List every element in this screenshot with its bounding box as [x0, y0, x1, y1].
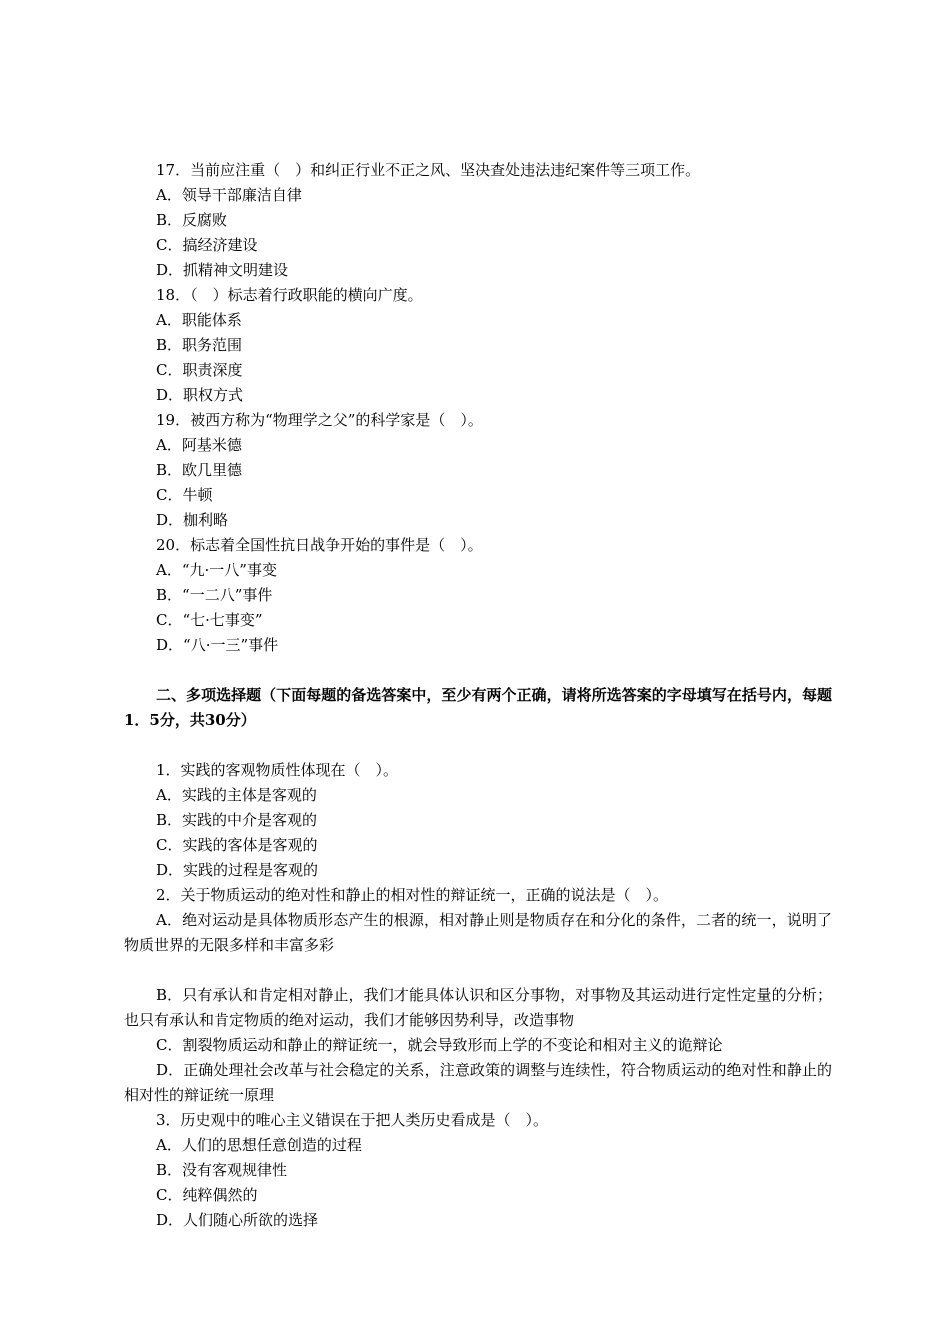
multi-question-2: 2．关于物质运动的绝对性和静止的相对性的辩证统一，正确的说法是（ ）。 — [156, 886, 669, 904]
multi-option-2-c: C．割裂物质运动和静止的辩证统一，就会导致形而上学的不变论和相对主义的诡辩论 — [156, 1036, 723, 1054]
spacer — [124, 958, 832, 983]
option-20-b: B．“一二八”事件 — [156, 586, 273, 604]
multi-question-1: 1．实践的客观物质性体现在（ ）。 — [156, 761, 399, 779]
option-20-a: A．“九·一八”事变 — [156, 561, 277, 579]
multi-option-1-b: B．实践的中介是客观的 — [156, 811, 318, 829]
option-19-c: C．牛顿 — [156, 486, 213, 504]
multi-option-3-c: C．纯粹偶然的 — [156, 1186, 258, 1204]
section-heading-multiple-choice: 二、多项选择题（下面每题的备选答案中，至少有两个正确，请将所选答案的字母填写在括号内，每题1．5分，共30分） — [124, 686, 832, 729]
question-20: 20．标志着全国性抗日战争开始的事件是（ ）。 — [156, 536, 483, 554]
question-18: 18．（ ）标志着行政职能的横向广度。 — [156, 286, 423, 304]
option-20-d: D．“八·一三”事件 — [156, 636, 279, 654]
question-17: 17．当前应注重（ ）和纠正行业不正之风、坚决查处违法违纪案件等三项工作。 — [156, 161, 701, 179]
option-18-d: D．职权方式 — [156, 386, 244, 404]
multi-option-1-d: D．实践的过程是客观的 — [156, 861, 319, 879]
multi-option-2-a: A．绝对运动是具体物质形态产生的根源，相对静止则是物质存在和分化的条件，二者的统一，说明了物质世界的无限多样和丰富多彩 — [124, 911, 832, 954]
option-19-d: D．枷利略 — [156, 511, 229, 529]
multi-option-1-c: C．实践的客体是客观的 — [156, 836, 318, 854]
option-17-b: B．反腐败 — [156, 211, 228, 229]
multi-question-3: 3．历史观中的唯心主义错误在于把人类历史看成是（ ）。 — [156, 1111, 549, 1129]
multi-option-3-d: D．人们随心所欲的选择 — [156, 1211, 319, 1229]
option-17-c: C．搞经济建设 — [156, 236, 258, 254]
multi-option-3-a: A．人们的思想任意创造的过程 — [156, 1136, 362, 1154]
option-20-c: C．“七·七事变” — [156, 611, 263, 629]
multi-option-1-a: A．实践的主体是客观的 — [156, 786, 317, 804]
spacer — [124, 733, 832, 758]
multi-option-2-b: B．只有承认和肯定相对静止，我们才能具体认识和区分事物，对事物及其运动进行定性定量的分析；也只有承认和肯定物质的绝对运动，我们才能够因势利导，改造事物 — [124, 986, 832, 1029]
document-page — [124, 158, 832, 1233]
option-18-a: A．职能体系 — [156, 311, 242, 329]
option-18-c: C．职责深度 — [156, 361, 243, 379]
option-18-b: B．职务范围 — [156, 336, 243, 354]
multi-option-3-b: B．没有客观规律性 — [156, 1161, 288, 1179]
option-19-a: A．阿基米德 — [156, 436, 242, 454]
multi-option-2-d: D．正确处理社会改革与社会稳定的关系，注意政策的调整与连续性，符合物质运动的绝对性和静止的相对性的辩证统一原理 — [124, 1061, 832, 1104]
option-17-d: D．抓精神文明建设 — [156, 261, 289, 279]
option-17-a: A．领导干部廉洁自律 — [156, 186, 302, 204]
option-19-b: B．欧几里德 — [156, 461, 243, 479]
question-19: 19．被西方称为“物理学之父”的科学家是（ ）。 — [156, 411, 483, 429]
